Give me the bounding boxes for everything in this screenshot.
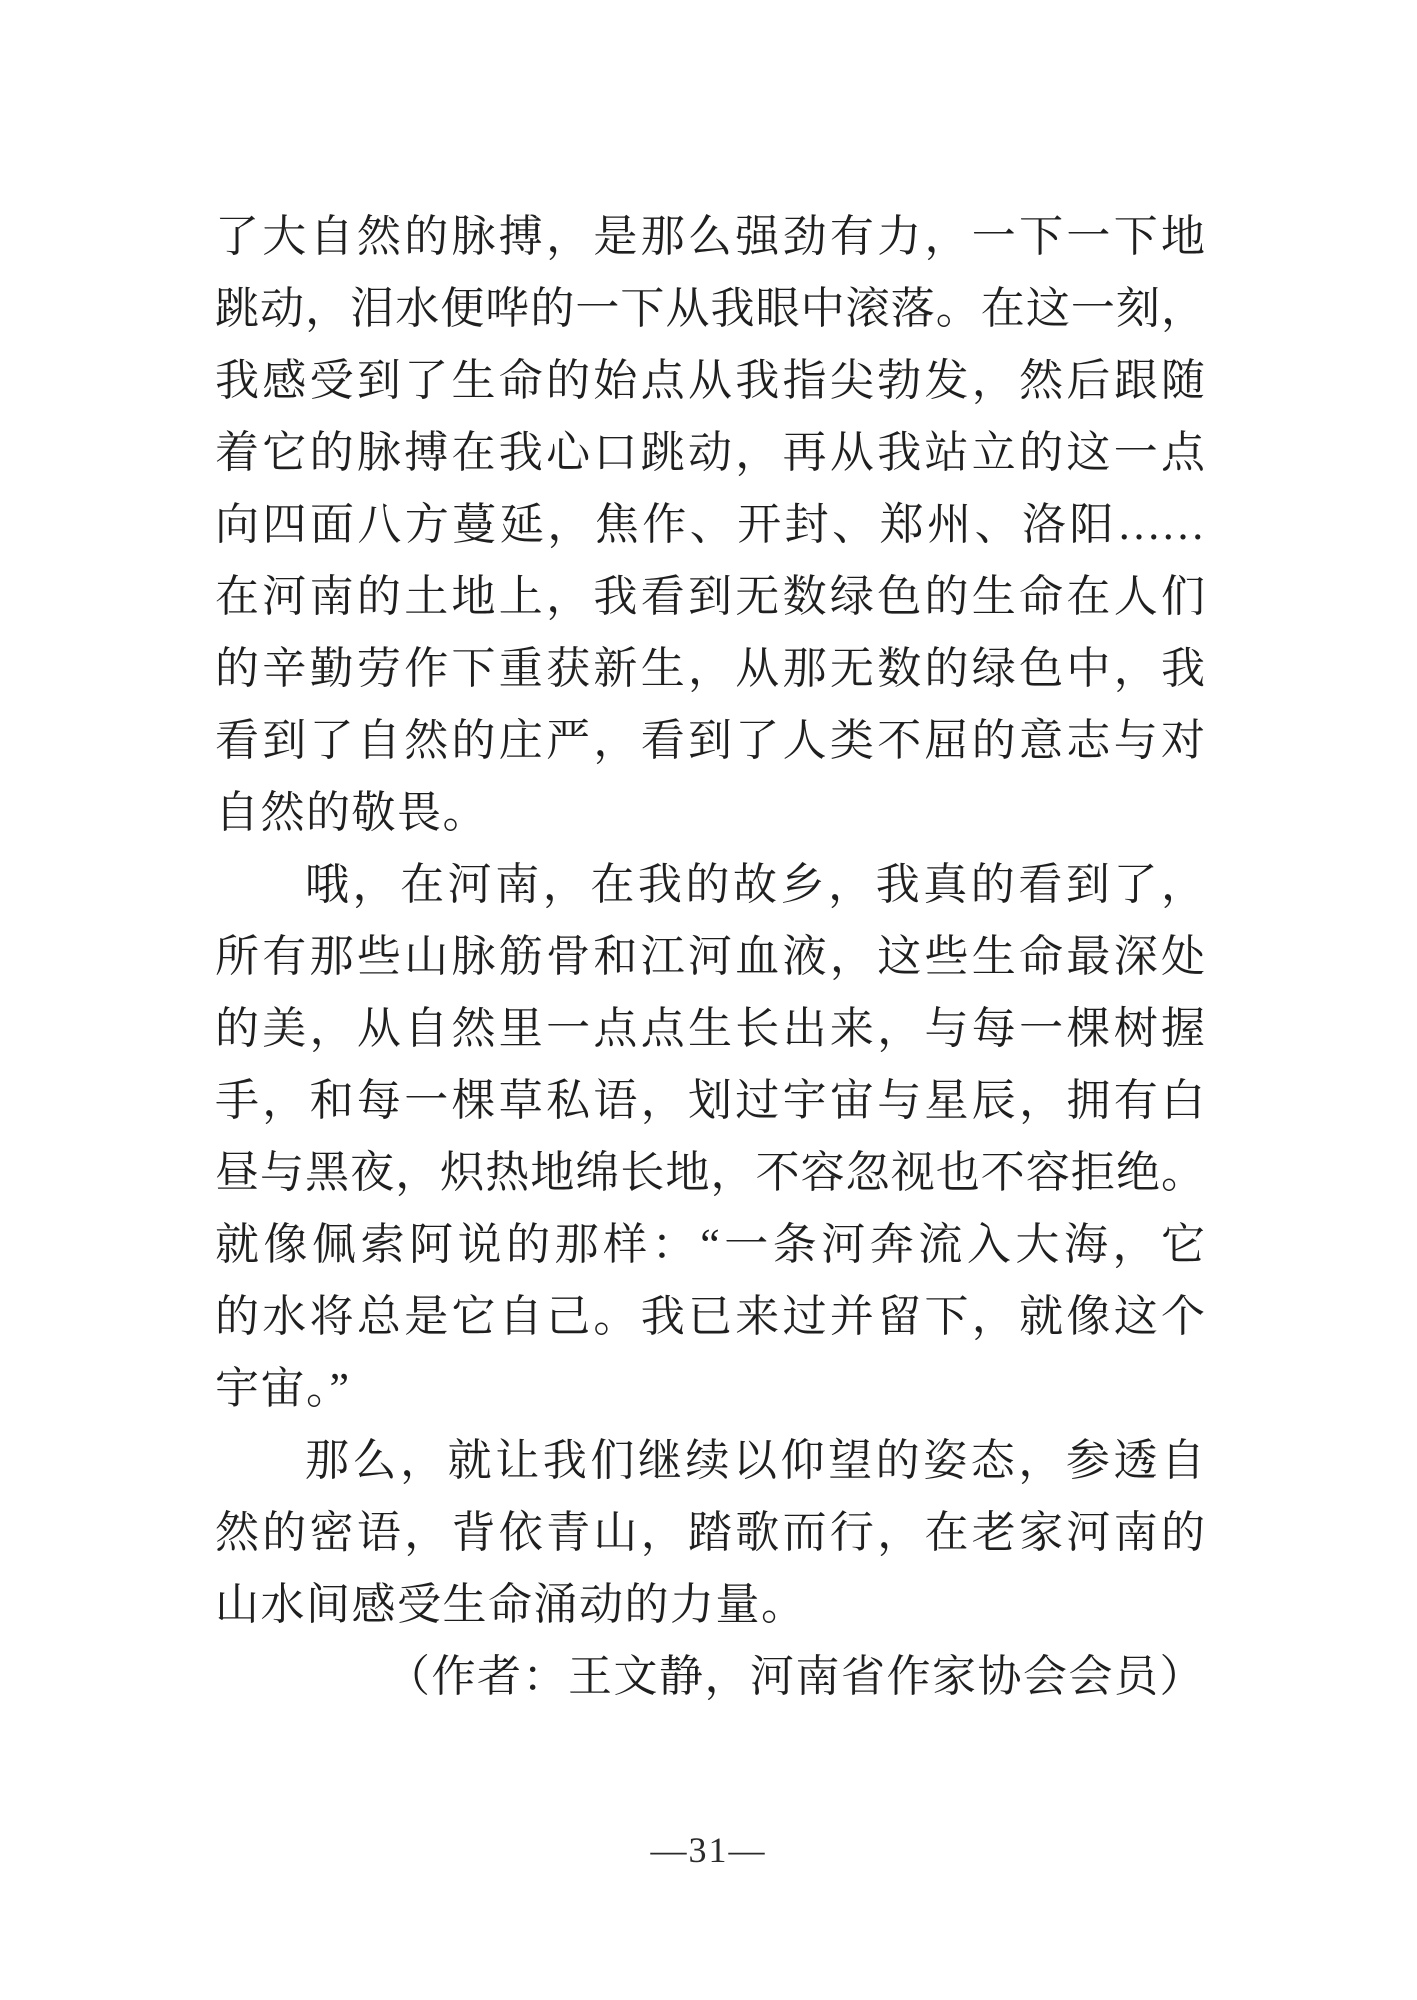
text-line: 向四面八方蔓延，焦作、开封、郑州、洛阳…… xyxy=(215,500,1205,549)
text-line: 手，和每一棵草私语，划过宇宙与星辰，拥有白 xyxy=(215,1076,1205,1125)
text-line: 那么，就让我们继续以仰望的姿态，参透自 xyxy=(305,1436,1205,1485)
text-line: 看到了自然的庄严，看到了人类不屈的意志与对 xyxy=(215,716,1205,765)
text-line: 自然的敬畏。 xyxy=(215,788,488,837)
text-line: 所有那些山脉筋骨和江河血液，这些生命最深处 xyxy=(215,932,1205,981)
text-line: 了大自然的脉搏，是那么强劲有力，一下一下地 xyxy=(215,212,1205,261)
text-line: 我感受到了生命的始点从我指尖勃发，然后跟随 xyxy=(215,356,1205,405)
text-line: 然的密语，背依青山，踏歌而行，在老家河南的 xyxy=(215,1508,1205,1557)
text-line: 跳动，泪水便哗的一下从我眼中滚落。在这一刻， xyxy=(215,284,1205,333)
text-line: 就像佩索阿说的那样：“一条河奔流入大海，它 xyxy=(215,1220,1205,1269)
text-line: 着它的脉搏在我心口跳动，再从我站立的这一点 xyxy=(215,428,1205,477)
page-number: —31— xyxy=(650,1830,767,1870)
text-line: 宇宙。” xyxy=(215,1364,351,1413)
text-line: 在河南的土地上，我看到无数绿色的生命在人们 xyxy=(215,572,1205,621)
text-block xyxy=(215,201,1205,1713)
text-line: 的水将总是它自己。我已来过并留下，就像这个 xyxy=(215,1292,1205,1341)
text-line: 哦，在河南，在我的故乡，我真的看到了， xyxy=(305,860,1205,909)
text-line: 山水间感受生命涌动的力量。 xyxy=(215,1580,807,1629)
text-line: 昼与黑夜，炽热地绵长地，不容忽视也不容拒绝。 xyxy=(215,1148,1205,1197)
text-line: （作者：王文静，河南省作家协会会员） xyxy=(386,1652,1205,1701)
text-line: 的美，从自然里一点点生长出来，与每一棵树握 xyxy=(215,1004,1205,1053)
text-line: 的辛勤劳作下重获新生，从那无数的绿色中，我 xyxy=(215,644,1205,693)
